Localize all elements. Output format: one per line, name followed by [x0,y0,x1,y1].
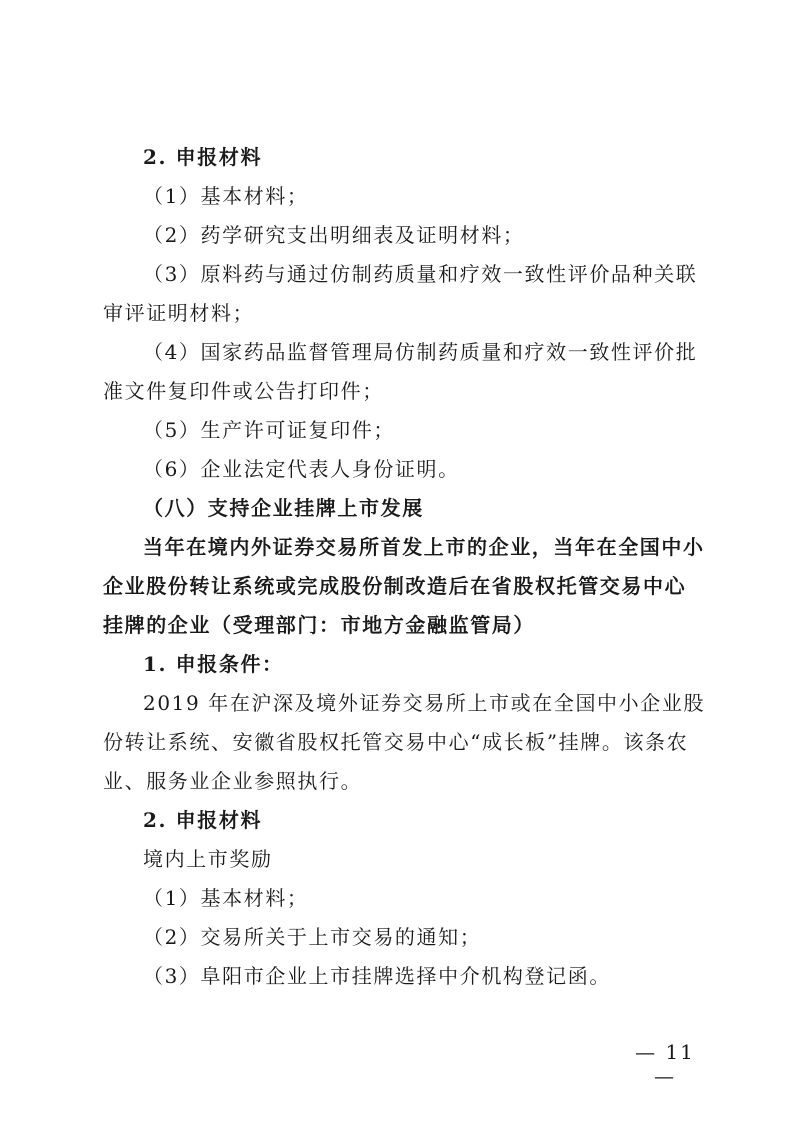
paragraph-continuation: 业、服务业企业参照执行。 [103,769,363,793]
list-item: （3）原料药与通过仿制药质量和疗效一致性评价品种关联 [143,262,698,286]
list-item-continuation: 准文件复印件或公告打印件； [103,379,384,403]
list-item-continuation: 审评证明材料； [103,301,255,325]
list-item: （2）药学研究支出明细表及证明材料； [143,223,525,247]
heading-conditions: 1. 申报条件： [143,652,284,676]
list-item: （3）阜阳市企业上市挂牌选择中介机构登记函。 [143,964,611,988]
list-item: （2）交易所关于上市交易的通知； [143,925,482,949]
paragraph-continuation: 份转让系统、安徽省股权托管交易中心“成长板”挂牌。该条农 [103,730,689,754]
page-number: — 11 — [635,1040,695,1088]
heading-materials-1: 2. 申报材料 [143,145,263,169]
list-item: （5）生产许可证复印件； [143,418,395,442]
section-description: 当年在境内外证券交易所首发上市的企业，当年在全国中小 [143,535,705,559]
list-item: （1）基本材料； [143,184,309,208]
section-heading: （八）支持企业挂牌上市发展 [143,496,424,520]
heading-materials-2: 2. 申报材料 [143,808,263,832]
paragraph: 2019 年在沪深及境外证券交易所上市或在全国中小企业股 [143,691,706,715]
subheading: 境内上市奖励 [143,847,273,871]
list-item: （4）国家药品监督管理局仿制药质量和疗效一致性评价批 [143,340,698,364]
section-description-continuation: 企业股份转让系统或完成股份制改造后在省股权托管交易中心 [103,574,687,598]
section-description-continuation: 挂牌的企业（受理部门：市地方金融监管局） [103,613,535,637]
list-item: （6）企业法定代表人身份证明。 [143,457,460,481]
list-item: （1）基本材料； [143,886,309,910]
document-body [103,138,706,996]
